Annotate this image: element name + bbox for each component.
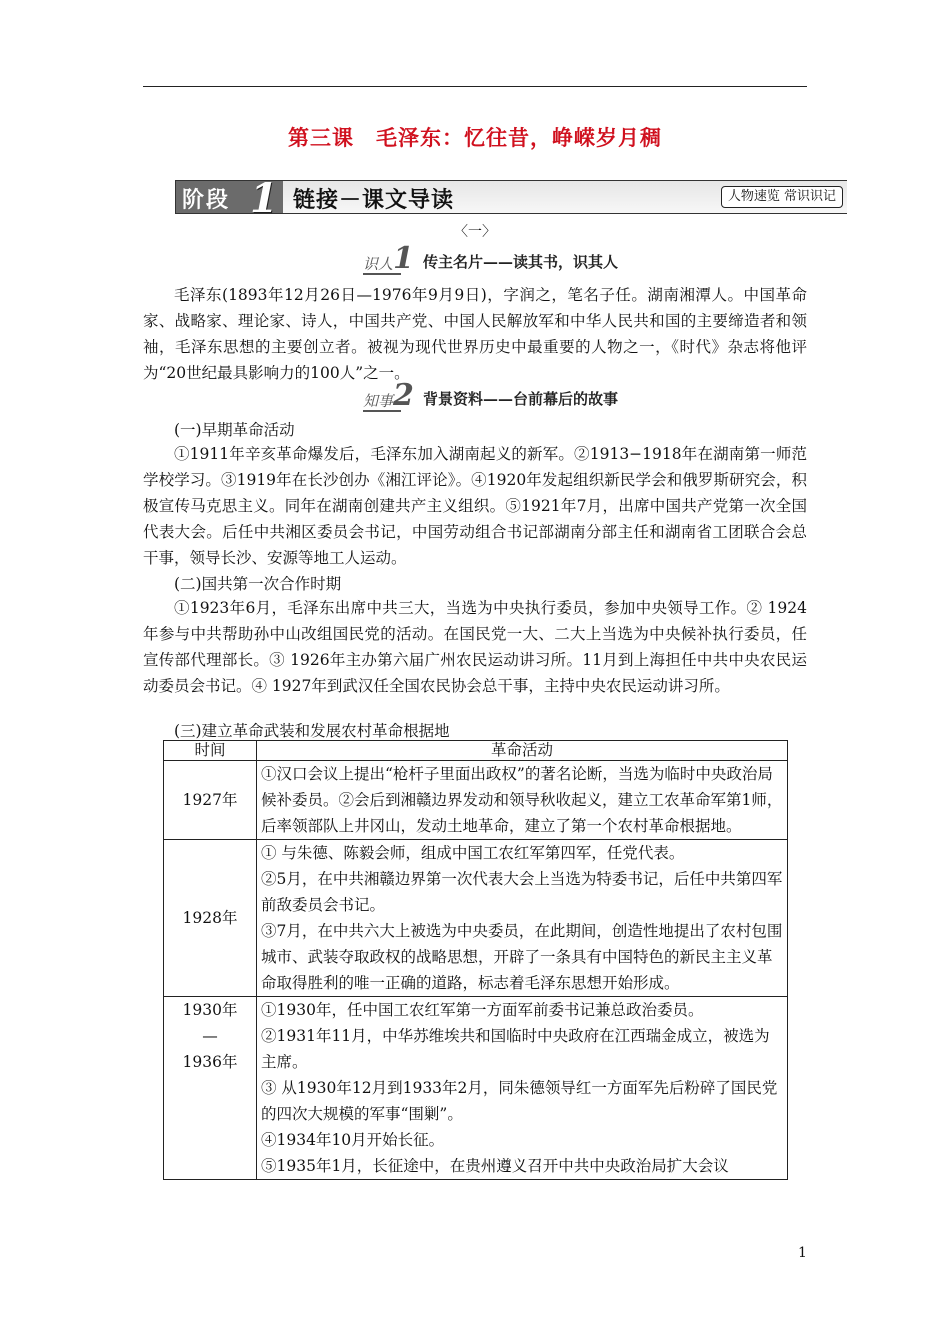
banner-heading-bar [283, 180, 847, 214]
header-time: 时间 [164, 741, 257, 761]
badge-text: 识人 [363, 255, 394, 273]
stage-label: 阶段 [182, 187, 231, 213]
part1-text: ①1911年辛亥革命爆发后，毛泽东加入湖南起义的新军。②1913−1918年在湖南第一师范学校学习。③1919年在长沙创办《湘江评论》。④1920年发起组织新民学会和俄罗斯研究会，积极宣传马克思主义。同年在湖南创建共产主义组织。⑤1921年7月，出席中国共产党第一次全国代表大会。后任中共湘区委员会书记，中国劳动组合书记部湖南分部主任和湖南省工团联合会总干事，领导长沙、安源等地工人运动。 [143, 445, 807, 567]
table-row [164, 840, 788, 997]
activity-item: ⑤1935年1月，长征途中，在贵州遵义召开中共中央政治局扩大会议 [261, 1157, 729, 1175]
section-badge-2 [363, 378, 425, 413]
stage-label-box [175, 175, 285, 222]
part2-heading: (二)国共第一次合作时期 [174, 575, 342, 593]
row-activities [257, 840, 788, 997]
table-header-row [164, 741, 788, 761]
stage-number: 1 [250, 175, 278, 222]
row-time [164, 997, 257, 1180]
time-line: — [202, 1027, 218, 1045]
header-activity: 革命活动 [257, 741, 788, 761]
table-row [164, 997, 788, 1180]
page-number: 1 [798, 1245, 807, 1261]
lesson-title: 第三课 毛泽东：忆往昔，峥嵘岁月稠 [288, 125, 662, 150]
sub-section-number: 〈一〉 [454, 224, 496, 240]
activity-item: ①汉口会议上提出“枪杆子里面出政权”的著名论断，当选为临时中央政治局候补委员。②会后到湘赣边界发动和领导秋收起义，建立工农革命军第1师，后率领部队上井冈山，发动土地革命，建立了第一个农村革命根据地。 [261, 765, 783, 835]
section-badge-1 [363, 241, 425, 276]
badge-number: 2 [393, 378, 414, 413]
intro-paragraph [143, 282, 807, 386]
top-rule [143, 86, 807, 87]
badge-underline [363, 273, 401, 275]
badge-text: 知事 [363, 392, 394, 410]
badge-number: 1 [393, 241, 414, 276]
row-activities [257, 997, 788, 1180]
badge-underline [363, 410, 401, 412]
part1-paragraph [143, 441, 807, 571]
row-time: 1928年 [164, 840, 257, 997]
stage-banner [175, 175, 847, 222]
part2-text: ①1923年6月，毛泽东出席中共三大，当选为中央执行委员，参加中央领导工作。② 1924年参与中共帮助孙中山改组国民党的活动。在国民党一大、二大上当选为中央候补执行委员，任宣传部代理部长。③ 1926年主办第六届广州农民运动讲习所。11月到上海担任中共中央农民运动委员会书记。④ 1927年到武汉任全国农民协会总干事，主持中央农民运动讲习所。 [143, 599, 807, 695]
banner-heading: 链接－课文导读 [293, 187, 455, 213]
activity-item: ③ 从1930年12月到1933年2月，同朱德领导红一方面军先后粉碎了国民党的四次大规模的军事“围剿”。 [261, 1079, 778, 1123]
time-line: 1930年 [182, 1001, 238, 1019]
activity-item: ②1931年11月，中华苏维埃共和国临时中央政府在江西瑞金成立，被选为主席。 [261, 1027, 770, 1071]
row-time: 1927年 [164, 761, 257, 840]
activity-item: ④1934年10月开始长征。 [261, 1131, 445, 1149]
intro-text: 毛泽东(1893年12月26日—1976年9月9日)，字润之，笔名子任。湖南湘潭人。中国革命家、战略家、理论家、诗人，中国共产党、中国人民解放军和中华人民共和国的主要缔造者和领袖，毛泽东思想的主要创立者。被视为现代世界历史中最重要的人物之一，《时代》杂志将他评为“20世纪最具影响力的100人”之一。 [143, 286, 807, 382]
banner-tag: 人物速览 常识识记 [721, 186, 843, 208]
part3-heading: (三)建立革命武装和发展农村革命根据地 [174, 722, 450, 740]
section-heading-text: 背景资料——台前幕后的故事 [423, 390, 619, 408]
row-activities [257, 761, 788, 840]
activity-item: ②5月，在中共湘赣边界第一次代表大会上当选为特委书记，后任中共第四军前敌委员会书记。 [261, 870, 783, 914]
activity-item: ①1930年，任中国工农红军第一方面军前委书记兼总政治委员。 [261, 1001, 704, 1019]
part2-paragraph [143, 595, 807, 699]
activity-item: ① 与朱德、陈毅会师，组成中国工农红军第四军，任党代表。 [261, 844, 685, 862]
activity-item: ③7月，在中共六大上被选为中央委员，在此期间，创造性地提出了农村包围城市、武装夺取政权的战略思想，开辟了一条具有中国特色的新民主主义革命取得胜利的唯一正确的道路，标志着毛泽东思想开始形成。 [261, 922, 783, 992]
part1-heading: (一)早期革命活动 [174, 421, 295, 439]
time-line: 1936年 [182, 1053, 238, 1071]
table-row [164, 761, 788, 840]
section-heading-text: 传主名片——读其书，识其人 [423, 253, 619, 271]
activities-table [163, 740, 788, 1180]
